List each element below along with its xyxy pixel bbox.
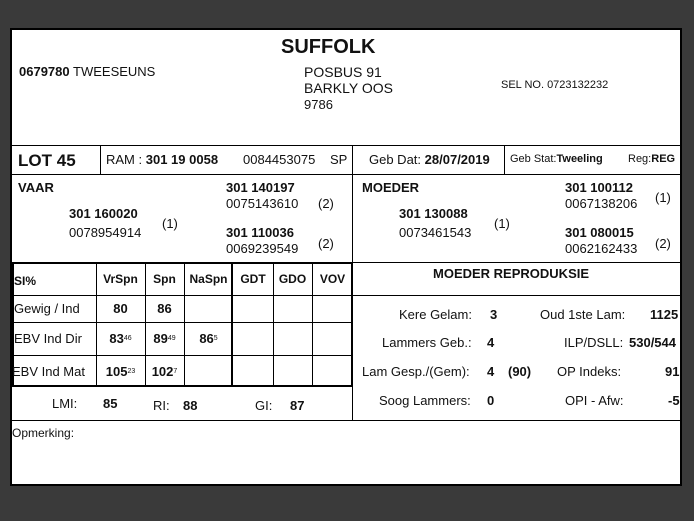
- dam-reg: 0073461543: [399, 225, 472, 240]
- sire-sire-reg: 0075143610: [226, 196, 299, 211]
- accuracy: 5: [213, 335, 218, 342]
- sire-sire-mark: (2): [318, 196, 334, 211]
- cell-value: 0723132232: [547, 79, 609, 91]
- lot-card: [10, 28, 682, 486]
- lambs-born-label: Lammers Geb.:: [382, 335, 472, 350]
- divider: [352, 145, 353, 174]
- dam-sire-number: 301 100112: [565, 180, 633, 195]
- sire-dam-mark: (2): [318, 236, 334, 251]
- ebv-dir-naspn: [184, 322, 233, 355]
- lot-label: LOT: [18, 151, 52, 170]
- birth-status-value: Tweeling: [556, 153, 603, 165]
- ebv-dir-spn: [145, 322, 184, 355]
- reproduction-title: MOEDER REPRODUKSIE: [433, 266, 590, 281]
- header-gdo: GDO: [278, 271, 307, 286]
- address-line-1: POSBUS 91: [304, 64, 382, 80]
- value: 83: [109, 331, 124, 346]
- cell-label: SEL NO.: [501, 79, 544, 91]
- sire-dam-reg: 0069239549: [226, 241, 299, 256]
- accuracy: 23: [127, 367, 136, 375]
- divider: [100, 145, 101, 174]
- cell-number: [501, 79, 608, 91]
- gi-label: GI:: [255, 398, 273, 413]
- age-first-lamb-value: 1125: [650, 307, 679, 322]
- header-spn: Spn: [153, 271, 176, 286]
- ilp-label: ILP/DSLL:: [564, 335, 624, 350]
- ram-number: 301 19 0058: [145, 152, 219, 167]
- reg-status: [628, 153, 675, 165]
- birth-value: 28/07/2019: [424, 152, 490, 167]
- lambs-weaned-label: Lam Gesp./(Gem):: [362, 364, 470, 379]
- accuracy: 7: [173, 367, 178, 375]
- header-vov: VOV: [319, 271, 346, 286]
- sire-sire-number: 301 140197: [226, 180, 295, 195]
- breed-title: SUFFOLK: [281, 36, 376, 58]
- value: 80: [113, 301, 128, 316]
- dam-sire-mark: (1): [655, 190, 671, 205]
- suckling-value: 0: [487, 393, 495, 408]
- opi-label: OPI - Afw:: [565, 393, 624, 408]
- suckling-label: Soog Lammers:: [379, 393, 471, 408]
- row-label-ebv-dir: EBV Ind Dir: [14, 331, 82, 346]
- dam-sire-reg: 0067138206: [565, 196, 638, 211]
- times-lambed-value: 3: [490, 307, 498, 322]
- dam-dam-reg: 0062162433: [565, 241, 638, 256]
- value: 86: [199, 331, 214, 346]
- ram-info: [106, 152, 218, 167]
- owner: [19, 64, 155, 79]
- value: 89: [153, 331, 168, 346]
- remarks-label: Opmerking:: [12, 426, 75, 440]
- value: 102: [151, 363, 174, 379]
- dam-mark: (1): [494, 216, 510, 231]
- dam-number: 301 130088: [399, 206, 468, 221]
- row-label-weight: Gewig / Ind: [14, 301, 80, 316]
- ilp-value: 530/544: [629, 335, 676, 350]
- sire-label: VAAR: [18, 180, 54, 195]
- sire-dam-number: 301 110036: [226, 225, 294, 240]
- op-index-value: 91: [665, 364, 680, 379]
- ri-value: 88: [183, 398, 198, 413]
- divider: [12, 174, 682, 175]
- weight-spn: [145, 295, 184, 322]
- lmi-label: LMI:: [52, 396, 78, 411]
- header-naspn: NaSpn: [189, 271, 228, 286]
- sire-number: 301 160020: [69, 206, 138, 221]
- address-line-3: 9786: [304, 97, 333, 112]
- lambs-born-value: 4: [487, 335, 495, 350]
- lmi-value: 85: [103, 396, 118, 411]
- dam-dam-number: 301 080015: [565, 225, 634, 240]
- sire-reg: 0078954914: [69, 225, 142, 240]
- dam-dam-mark: (2): [655, 236, 671, 251]
- owner-name: TWEESEUNS: [73, 64, 156, 79]
- value: 105: [105, 363, 128, 379]
- weight-vrspn: [96, 295, 145, 322]
- op-index-label: OP Indeks:: [557, 364, 622, 379]
- gi-value: 87: [290, 398, 305, 413]
- lambs-weaned-value: 4: [487, 364, 495, 379]
- owner-code: 0679780: [19, 64, 70, 79]
- birth-label: Geb Dat:: [369, 152, 422, 167]
- age-first-lamb-label: Oud 1ste Lam:: [540, 307, 626, 322]
- divider: [12, 145, 682, 146]
- times-lambed-label: Kere Gelam:: [399, 307, 472, 322]
- birth-status-label: Geb Stat:: [510, 153, 557, 165]
- value: 86: [157, 301, 172, 316]
- dam-label: MOEDER: [362, 180, 420, 195]
- row-label-ebv-mat: EBV Ind Mat: [12, 364, 85, 379]
- header-gdt: GDT: [240, 271, 266, 286]
- ram-label: RAM :: [106, 152, 143, 167]
- reg-label: Reg:: [628, 153, 652, 165]
- divider: [504, 145, 505, 174]
- ram-reg: 0084453075: [243, 152, 316, 167]
- lambs-weaned-avg: (90): [508, 364, 532, 379]
- reg-value: REG: [651, 153, 676, 165]
- lot-number: [18, 151, 76, 171]
- ram-sp: SP: [330, 152, 348, 167]
- address-line-2: BARKLY OOS: [304, 80, 393, 96]
- header-vrspn: VrSpn: [103, 271, 138, 286]
- ebv-mat-vrspn: [96, 355, 145, 387]
- ebv-mat-spn: [145, 355, 184, 387]
- ebv-dir-vrspn: [96, 322, 145, 355]
- accuracy: 46: [123, 335, 132, 342]
- header-si: SI%: [14, 274, 37, 288]
- birth-status: [510, 153, 603, 165]
- birth-date: [369, 152, 490, 167]
- lot-value: 45: [56, 151, 76, 170]
- opi-value: -5: [668, 393, 680, 408]
- accuracy: 49: [167, 335, 176, 342]
- sire-mark: (1): [162, 216, 178, 231]
- ri-label: RI:: [153, 398, 170, 413]
- divider: [352, 295, 682, 296]
- divider: [12, 420, 682, 421]
